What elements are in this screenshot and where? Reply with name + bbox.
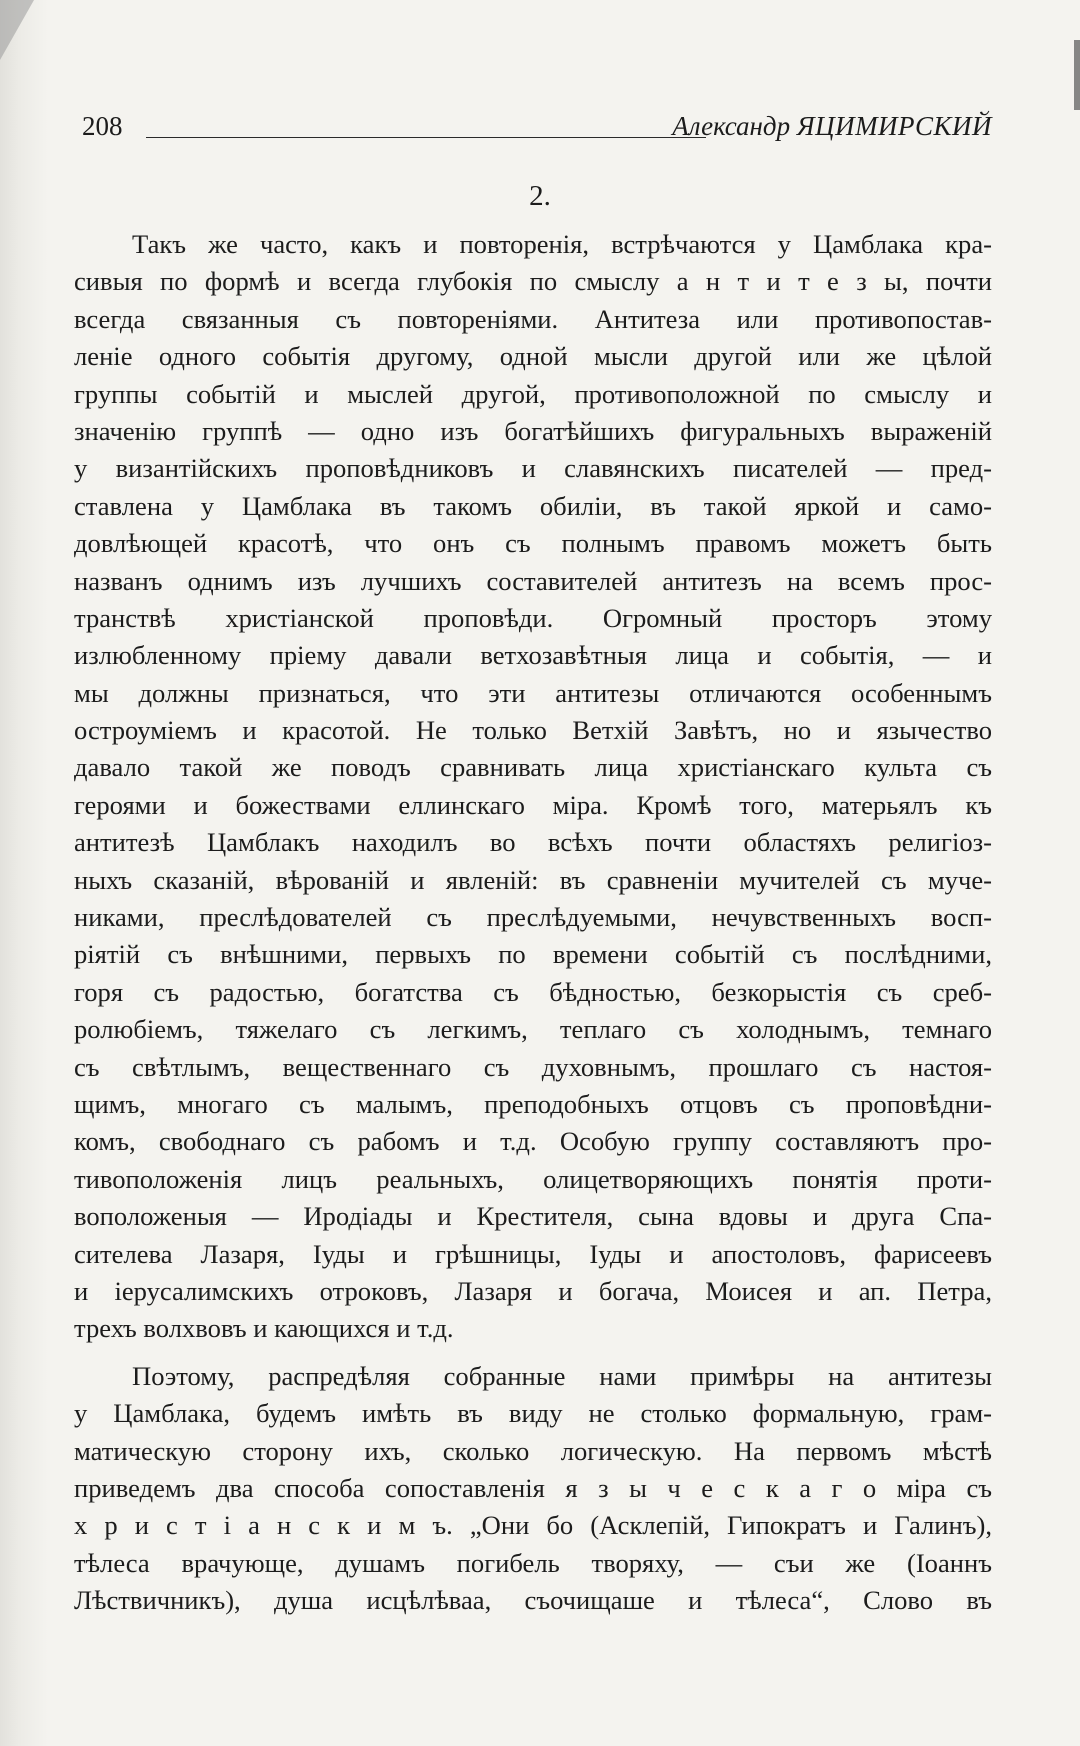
body-text [74,226,992,1619]
text-line: названъ однимъ изъ лучшихъ составителей антитезъ на всемъ прос- [74,565,992,596]
header-rule [146,137,706,138]
page-header [82,108,992,148]
text-line: тѣлеса врачующе, душамъ погибель творяху, — съи же (Іоаннъ [74,1547,992,1578]
text-line: ролюбіемъ, тяжелаго съ легкимъ, теплаго съ холоднымъ, темнаго [74,1014,992,1045]
text-line: горя съ радостью, богатства съ бѣдностью, безкорыстія съ среб- [74,976,992,1007]
text-line: трехъ волхвовъ и кающихся и т.д. [74,1313,454,1344]
text-line: леніе одного событія другому, одной мысли другой или же цѣлой [74,341,992,372]
text-line: довлѣющей красотѣ, что онъ съ полнымъ правомъ можетъ быть [74,528,992,559]
section-number: 2. [529,180,551,212]
running-head-author-given: Александр [672,111,791,141]
text-line: героями и божествами еллинскаго міра. Кромѣ того, матерьялъ къ [74,789,992,820]
text-line: х р и с т і а н с к и м ъ. „Они бо (Асклепій, Гипократъ и Галинъ), [74,1510,992,1541]
text-line: у Цамблака, будемъ имѣть въ виду не столько формальную, грам- [74,1398,992,1429]
text-line: съ свѣтлымъ, вещественнаго съ духовнымъ, прошлаго съ настоя- [74,1051,992,1082]
text-line: комъ, свободнаго съ рабомъ и т.д. Особую группу составляютъ про- [74,1126,992,1157]
scan-corner-mark [0,0,34,60]
text-line: ріятій съ внѣшними, первыхъ по времени событій съ послѣдними, [74,939,992,970]
text-line: никами, преслѣдователей съ преслѣдуемыми, нечувственныхъ восп- [74,902,992,933]
text-line: ставлена у Цамблака въ такомъ обиліи, въ такой яркой и само- [74,490,992,521]
running-head-author-surname: ЯЦИМИРСКИЙ [796,111,992,141]
text-line: всегда связанныя съ повтореніями. Антитеза или противопостав- [74,303,992,334]
text-line: Такъ же часто, какъ и повторенія, встрѣчаются у Цамблака кра- [132,229,992,259]
text-line: значенію группѣ — одно изъ богатѣйшихъ фигуральныхъ выраженій [74,415,992,446]
text-line: и іерусалимскихъ отроковъ, Лазаря и богача, Моисея и ап. Петра, [74,1275,992,1306]
text-line: сивыя по формѣ и всегда глубокія по смыслу а н т и т е з ы, почти [74,266,992,297]
text-line: антитезѣ Цамблакъ находилъ во всѣхъ почти областяхъ религіоз- [74,827,992,858]
running-head [672,108,992,144]
text-line: щимъ, многаго съ малымъ, преподобныхъ отцовъ съ проповѣдни- [74,1088,992,1119]
text-line: группы событій и мыслей другой, противоположной по смыслу и [74,378,992,409]
text-line: матическую сторону ихъ, сколько логическую. На первомъ мѣстѣ [74,1435,992,1466]
paragraph-gap [74,1348,992,1358]
text-line: у византійскихъ проповѣдниковъ и славянскихъ писателей — пред- [74,453,992,484]
scan-right-edge-mark [1074,40,1080,110]
text-line: остроуміемъ и красотой. Не только Ветхій Завѣтъ, но и язычество [74,715,992,746]
text-line: приведемъ два способа сопоставленія я з ы ч е с к а г о міра съ [74,1472,992,1503]
text-line: Поэтому, распредѣляя собранные нами примѣры на антитезы [132,1360,992,1391]
text-line: мы должны признаться, что эти антитезы отличаются особеннымъ [74,677,992,708]
text-line: сителева Лазаря, Іуды и грѣшницы, Іуды и апостоловъ, фарисеевъ [74,1238,992,1269]
text-line: транствѣ христіанской проповѣди. Огромный просторъ этому [74,602,992,633]
paragraph-1 [74,226,992,1348]
text-line: Лѣствичникъ), душа исцѣлѣваа, съочищаше и тѣлеса“, Слово въ [74,1585,992,1616]
text-line: давало такой же поводъ сравнивать лица христіанскаго культа съ [74,752,992,783]
text-line: ныхъ сказаній, вѣрованій и явленій: въ сравненіи мучителей съ муче- [74,864,992,895]
text-line: излюбленному пріему давали ветхозавѣтныя лица и событія, — и [74,640,992,671]
page-number: 208 [82,111,123,141]
text-line: воположеныя — Иродіады и Крестителя, сына вдовы и друга Спа- [74,1201,992,1232]
text-line: тивоположенія лицъ реальныхъ, олицетворяющихъ понятія проти- [74,1163,992,1194]
paragraph-2 [74,1358,992,1620]
scan-edge-shadow [0,0,48,1746]
